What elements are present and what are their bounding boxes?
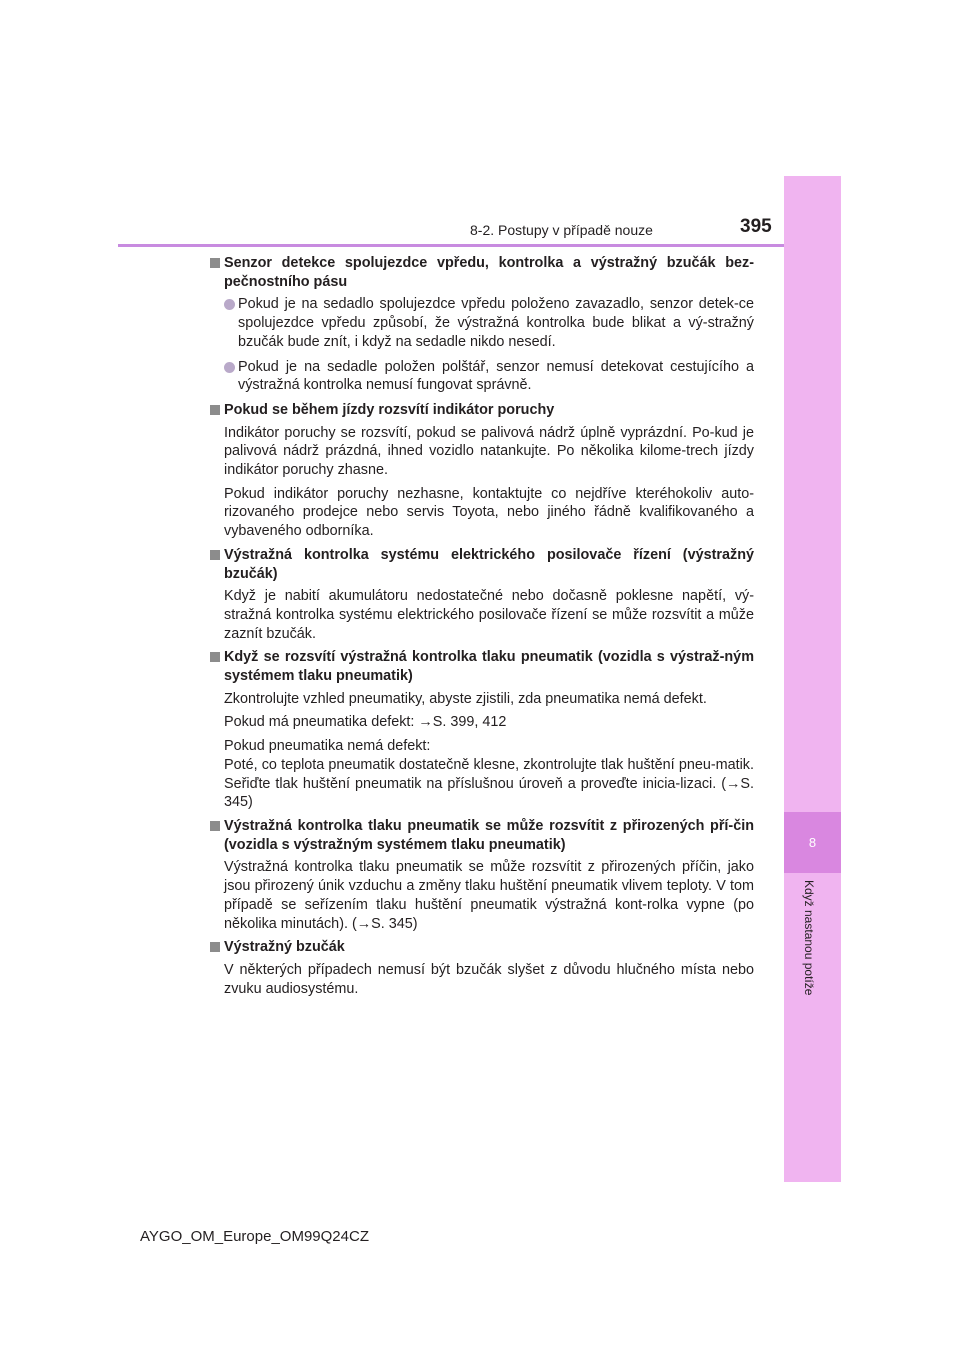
square-bullet-icon bbox=[210, 821, 220, 831]
header-rule bbox=[118, 244, 784, 247]
body-paragraph: V některých případech nemusí být bzučák slyšet z důvodu hlučného místa nebo zvuku audiosystému. bbox=[224, 961, 754, 997]
item-heading-text: Výstražný bzučák bbox=[224, 939, 345, 956]
square-bullet-icon bbox=[210, 550, 220, 560]
body-paragraph: Pokud indikátor poruchy nezhasne, kontaktujte co nejdříve kteréhokoliv auto-rizovaného prodejce nebo servis Toyota, nebo jiného řádně kvalifikovaného a vybaveného odborníka. bbox=[224, 485, 754, 540]
item-heading bbox=[210, 546, 754, 583]
item-heading-text: Výstražná kontrolka tlaku pneumatik se může rozsvítit z přirozených pří-čin (vozidla s výstražným systémem tlaku pneumatik) bbox=[224, 817, 754, 853]
chapter-title-vertical: Když nastanou potíže bbox=[802, 880, 816, 996]
round-bullet-icon bbox=[224, 299, 235, 310]
square-bullet-icon bbox=[210, 258, 220, 268]
body-paragraph: Výstražná kontrolka tlaku pneumatik se může rozsvítit z přirozených příčin, jako jsou přirozený únik vzduchu a změny tlaku huštění pneumatik vlivem teploty. V tom případě se seřízením tlaku huštění pneumatik výstražná kont-rolka vypne (po několika minutách). (→S. 345) bbox=[224, 859, 754, 932]
round-bullet-icon bbox=[224, 362, 235, 373]
item-heading bbox=[210, 817, 754, 854]
bullet-item bbox=[224, 358, 754, 395]
page-number: 395 bbox=[740, 216, 772, 237]
item-heading bbox=[210, 938, 754, 957]
item-heading bbox=[210, 648, 754, 685]
body-paragraph: Indikátor poruchy se rozsvítí, pokud se palivová nádrž úplně vyprázdní. Po-kud je palivová nádrž prázdná, ihned vozidlo natankujte. Po několika kilome-trech jízdy indikátor poruchy zhasne. bbox=[224, 424, 754, 479]
chapter-number-tab bbox=[784, 812, 841, 873]
item-heading bbox=[210, 254, 754, 291]
body-paragraph: Pokud pneumatika nemá defekt: Poté, co teplota pneumatik dostatečně klesne, zkontrolujte tlak huštění pneu-matik. Seřiďte tlak huštění pneumatik na příslušnou úroveň a proveďte inicia-lizaci. (→S. 345) bbox=[224, 738, 754, 811]
square-bullet-icon bbox=[210, 942, 220, 952]
body-paragraph: Když je nabití akumulátoru nedostatečné nebo dočasně poklesne napětí, vý-stražná kontrolka systému elektrického posilovače řízení se může rozsvítit a může zaznít bzučák. bbox=[224, 588, 754, 642]
item-heading bbox=[210, 401, 754, 420]
section-title: 8-2. Postupy v případě nouze bbox=[470, 222, 653, 238]
item-heading-text: Výstražná kontrolka systému elektrického posilovače řízení (výstražný bzučák) bbox=[224, 546, 754, 582]
chapter-side-tab bbox=[784, 176, 841, 1182]
footer-doc-id: AYGO_OM_Europe_OM99Q24CZ bbox=[140, 1228, 369, 1245]
bullet-item bbox=[224, 295, 754, 351]
content-body bbox=[210, 254, 754, 1003]
item-heading-text: Senzor detekce spolujezdce vpředu, kontrolka a výstražný bzučák bez-pečnostního pásu bbox=[224, 255, 754, 290]
bullet-text: Pokud je na sedadlo spolujezdce vpředu položeno zavazadlo, senzor detek-ce spolujezdce vpředu způsobí, že výstražná kontrolka bude blikat a vý-stražný bzučák bude znít, i když na sedadle nikdo nesedí. bbox=[238, 296, 754, 350]
item-heading-text: Když se rozsvítí výstražná kontrolka tlaku pneumatik (vozidla s výstraž-ným systémem tlaku pneumatik) bbox=[224, 649, 754, 685]
square-bullet-icon bbox=[210, 652, 220, 662]
body-paragraph: Pokud má pneumatika defekt: →S. 399, 412 bbox=[224, 714, 507, 731]
body-paragraph: Zkontrolujte vzhled pneumatiky, abyste zjistili, zda pneumatika nemá defekt. bbox=[224, 690, 707, 707]
bullet-text: Pokud je na sedadle položen polštář, senzor nemusí detekovat cestujícího a výstražná kontrolka nemusí fungovat správně. bbox=[238, 358, 754, 394]
chapter-number: 8 bbox=[808, 835, 817, 850]
item-heading-text: Pokud se během jízdy rozsvítí indikátor poruchy bbox=[224, 401, 555, 418]
square-bullet-icon bbox=[210, 405, 220, 415]
